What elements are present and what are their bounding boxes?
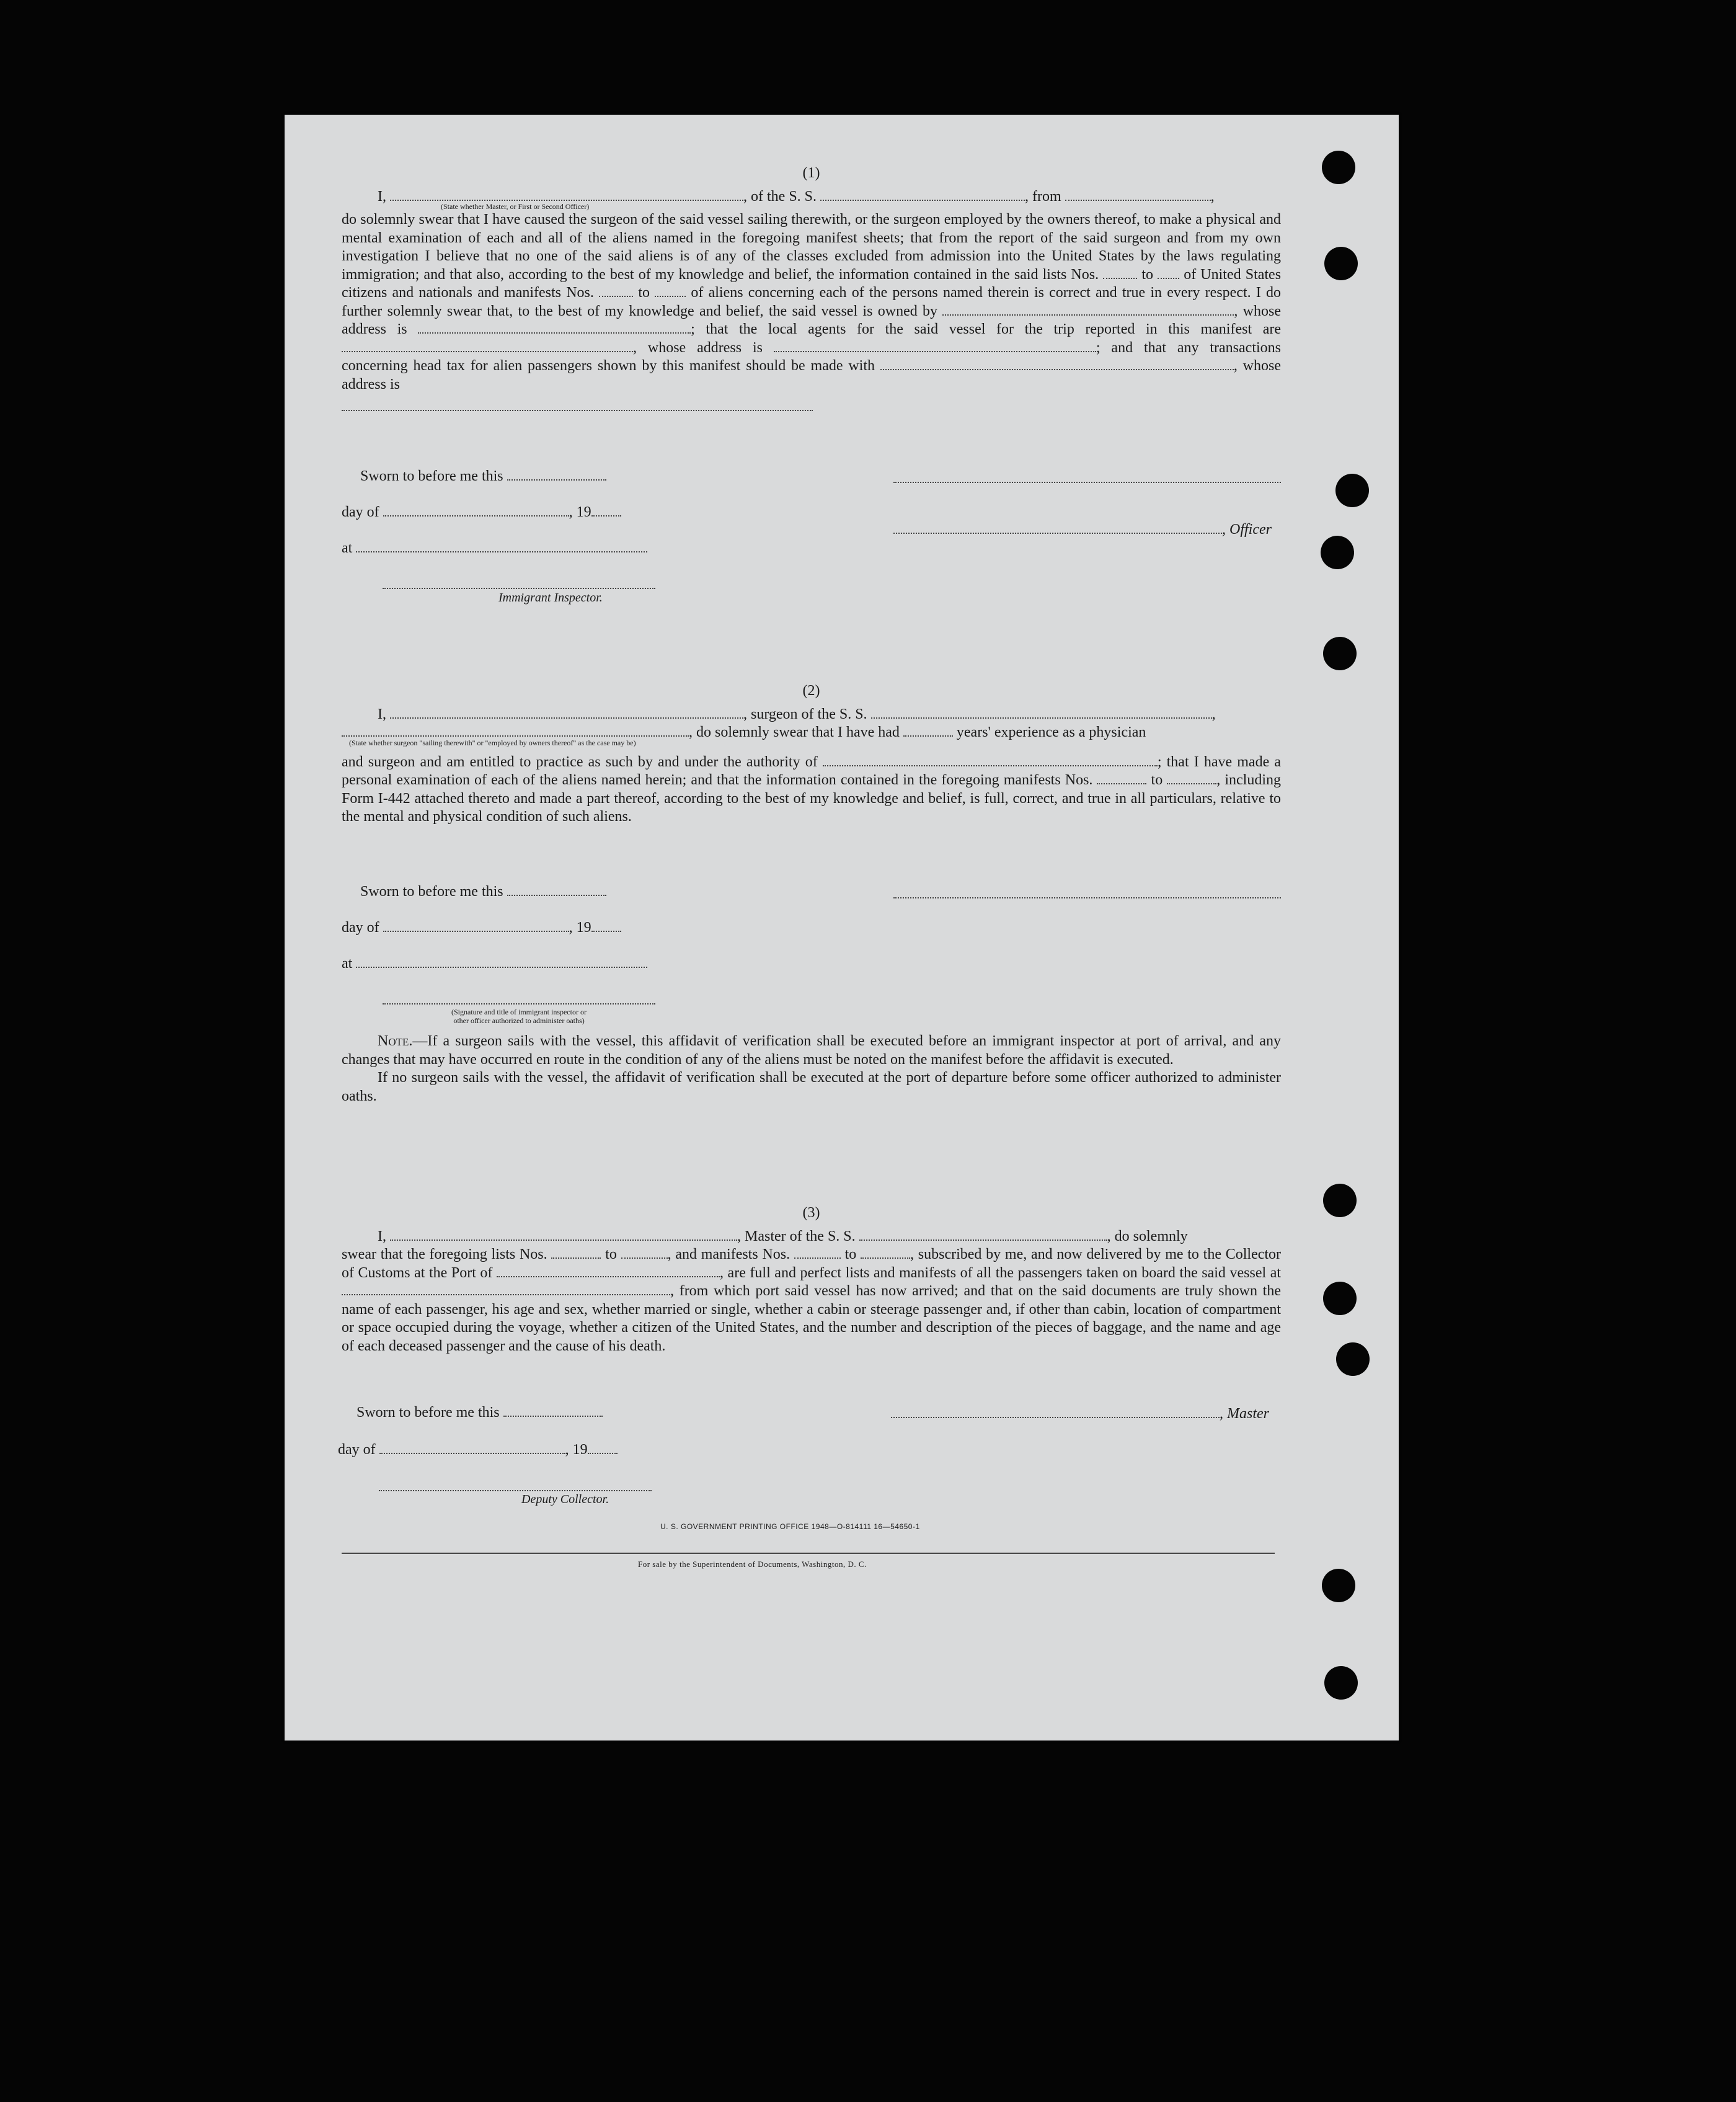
surgeon-signature-line[interactable] [893, 897, 1281, 898]
at-label: at [342, 540, 353, 556]
agents-address-field[interactable] [774, 340, 1096, 352]
at-label: at [342, 956, 353, 972]
binder-hole [1321, 536, 1354, 569]
section-3-oath-line [342, 1228, 1281, 1246]
manifest-page [285, 115, 1399, 1741]
embarkation-port-field[interactable] [342, 1283, 670, 1295]
owner-field[interactable] [942, 303, 1234, 316]
day-of-label: day of [342, 920, 379, 936]
vessel-name-field[interactable] [859, 1228, 1107, 1241]
day-of-1 [342, 504, 621, 521]
head-tax-address-field[interactable] [342, 399, 813, 411]
body-d: , whose address is [342, 303, 1281, 337]
do-solemnly-label: , do solemnly [1107, 1228, 1188, 1244]
year-label: , 19 [569, 504, 591, 520]
section-3-number: (3) [802, 1205, 820, 1221]
body-g: ; and that any transactions concerning head tax for alien passengers shown by this manifest should be made with [342, 339, 1281, 374]
authority-field[interactable] [823, 754, 1158, 766]
lists-to-field[interactable] [1158, 267, 1179, 279]
section-2-body [342, 753, 1281, 827]
comma: , [1210, 188, 1215, 205]
manifests-to-field[interactable] [861, 1246, 910, 1259]
body-f: , whose address is [633, 339, 763, 356]
to-label: to [1141, 266, 1153, 283]
manifests-from-field[interactable] [1097, 772, 1146, 784]
year-field[interactable] [591, 504, 621, 517]
vessel-name-field[interactable] [871, 706, 1212, 719]
sworn-label: Sworn to before me this [360, 884, 503, 900]
years-field[interactable] [903, 724, 953, 737]
day-of-label: day of [338, 1442, 376, 1458]
officer-name-field[interactable] [390, 188, 743, 201]
to-label: to [844, 1246, 857, 1262]
manifests-from-field[interactable] [794, 1246, 841, 1259]
immigrant-inspector-label: Immigrant Inspector. [498, 591, 603, 605]
swear-label: , do solemnly swear that I have had [689, 724, 900, 740]
binder-hole [1335, 474, 1369, 507]
body-h: , whose address is [342, 358, 1282, 392]
body-b: , and manifests Nos. [667, 1246, 790, 1262]
comma: , [1211, 706, 1216, 722]
signature-caption-line-1: (Signature and title of immigrant inspector or [451, 1008, 587, 1016]
section-2-number: (2) [802, 683, 820, 699]
note [342, 1032, 1281, 1106]
footer-rule [342, 1553, 1275, 1554]
body-d: , are full and perfect lists and manifests of all the passengers taken on board the said vessel at [720, 1264, 1282, 1281]
sworn-date-field[interactable] [503, 1404, 603, 1417]
sworn-date-field[interactable] [507, 884, 606, 896]
note-label: Note. [378, 1033, 413, 1049]
master-label: , Master [1220, 1406, 1269, 1422]
binder-hole [1322, 151, 1355, 184]
at-2 [342, 956, 647, 972]
officer-label-row [893, 521, 1272, 538]
at-field[interactable] [356, 956, 647, 968]
surgeon-name-field[interactable] [390, 706, 743, 719]
oath-i: I, [378, 706, 386, 722]
master-of-label: , Master of the S. S. [737, 1228, 856, 1244]
at-field[interactable] [356, 540, 647, 552]
deputy-collector-label: Deputy Collector. [521, 1492, 609, 1506]
note-paragraph-2: If no surgeon sails with the vessel, the affidavit of verification shall be executed at the port of departure before some officer authorized to administer oaths. [342, 1070, 1281, 1104]
officer-signature-line[interactable] [893, 482, 1281, 483]
body-e: , from which port said vessel has now arrived; and that on the said documents are truly shown the name of each passenger, his age and sex, whether married or single, whether a cabin or steerage passenger and, if other than cabin, location of compartment or space occupied during the voyage, whether a citizen of the United States, and the number and description of the pieces of baggage, and the name and age of each deceased passenger and the cause of his death. [342, 1283, 1281, 1354]
officer-label: , Officer [1222, 521, 1272, 538]
signature-caption [389, 1008, 649, 1025]
note-text-1: —If a surgeon sails with the vessel, this affidavit of verification shall be executed before an immigrant inspector at port of arrival, and any changes that may have occurred en route in the condition of any of the aliens must be noted on the manifest before the affidavit is executed. [342, 1033, 1281, 1068]
binder-hole [1323, 1184, 1357, 1217]
binder-hole [1324, 247, 1358, 280]
officer-title-field[interactable] [893, 521, 1222, 534]
head-tax-agent-field[interactable] [880, 358, 1234, 370]
manifests-from-field[interactable] [599, 285, 633, 297]
body-c: of aliens concerning each of the persons named therein is correct and true in every respect. I do further solemnly swear that, to the best of my knowledge and belief, the said vessel is owned by [342, 285, 1282, 319]
to-label: to [638, 285, 650, 301]
inspector-signature-line[interactable] [383, 588, 655, 589]
sworn-3 [356, 1404, 603, 1421]
lists-to-field[interactable] [621, 1246, 668, 1259]
sworn-2 [360, 884, 606, 900]
oath-i: I, [378, 188, 386, 205]
year-label: , 19 [565, 1442, 588, 1458]
section-1-number: (1) [802, 165, 820, 181]
day-of-field[interactable] [383, 504, 569, 517]
sworn-1 [360, 468, 606, 485]
surgeon-status-field[interactable] [342, 724, 689, 737]
lists-from-field[interactable] [551, 1246, 601, 1259]
section-3-body [342, 1246, 1281, 1355]
section-1 [342, 164, 1281, 411]
sworn-label: Sworn to before me this [356, 1404, 500, 1421]
lists-from-field[interactable] [1103, 267, 1137, 279]
section-1-body [342, 211, 1281, 394]
body-c: , subscribed by me, and now delivered by me to the Collector of Customs at the Port of [342, 1246, 1282, 1281]
body-c: , including Form I-442 attached thereto and made a part thereof, according to the best of my knowledge and belief, is full, correct, and true in all particulars, relative to the mental and physical condition of such aliens. [342, 772, 1281, 825]
port-from-field[interactable] [1065, 188, 1211, 201]
inspector-signature-line[interactable] [383, 1003, 655, 1004]
day-of-field[interactable] [379, 1442, 565, 1454]
to-label: to [1151, 772, 1163, 788]
sworn-date-field[interactable] [507, 468, 606, 481]
sworn-label: Sworn to before me this [360, 468, 503, 484]
year-field[interactable] [591, 920, 621, 932]
binder-hole [1323, 637, 1357, 670]
surgeon-caption: (State whether surgeon "sailing therewith" or "employed by owners thereof" as the case may be) [349, 738, 636, 747]
day-of-2 [342, 920, 621, 936]
day-of-field[interactable] [383, 920, 569, 932]
of-ss-label: , of the S. S. [743, 188, 817, 205]
oath-i: I, [378, 1228, 386, 1244]
owner-address-field[interactable] [418, 321, 691, 334]
binder-hole [1336, 1342, 1370, 1376]
manifests-to-field[interactable] [1167, 772, 1216, 784]
to-label: to [605, 1246, 617, 1262]
experience-label: years' experience as a physician [956, 724, 1146, 740]
from-label: , from [1025, 188, 1061, 205]
master-label-row [891, 1406, 1269, 1422]
binder-hole [1323, 1282, 1357, 1315]
master-name-field[interactable] [390, 1228, 737, 1241]
body-a: and surgeon and am entitled to practice as such by and under the authority of [342, 753, 818, 770]
section-2 [342, 682, 1281, 827]
body-e: ; that the local agents for the said vessel for the trip reported in this manifest are [691, 321, 1282, 337]
binder-hole [1322, 1569, 1355, 1602]
for-sale-note: For sale by the Superintendent of Documents, Washington, D. C. [638, 1559, 867, 1569]
signature-caption-line-2: other officer authorized to administer oaths) [453, 1016, 585, 1025]
body-a: do solemnly swear that I have caused the surgeon of the said vessel sailing therewith, or the surgeon employed by the owners thereof, to make a physical and mental examination of each and all of the aliens named in the foregoing manifest sheets; that from the report of the said surgeon and from my own investigation I believe that no one of the said aliens is of any of the classes excluded from admission into the United States by the laws regulating immigration; and that also, according to the best of my knowledge and belief, the information contained in the said lists Nos. [342, 211, 1281, 283]
at-1 [342, 540, 647, 557]
local-agents-field[interactable] [342, 340, 633, 352]
year-field[interactable] [588, 1442, 618, 1454]
gpo-imprint: U. S. GOVERNMENT PRINTING OFFICE 1948—O-814111 16—54650-1 [660, 1522, 920, 1531]
section-3 [342, 1204, 1281, 1355]
master-signature-field[interactable] [891, 1406, 1220, 1418]
year-label: , 19 [569, 920, 591, 936]
note-paragraph-1 [342, 1032, 1281, 1069]
manifests-to-field[interactable] [655, 285, 686, 297]
vessel-name-field[interactable] [820, 188, 1025, 201]
section-2-oath-line [342, 706, 1281, 724]
binder-hole [1324, 1666, 1358, 1700]
day-of-label: day of [342, 504, 379, 520]
collector-signature-line[interactable] [379, 1490, 652, 1491]
body-b: of United States citizens and nationals and manifests Nos. [342, 266, 1282, 301]
surgeon-of-label: , surgeon of the S. S. [743, 706, 867, 722]
port-field[interactable] [497, 1265, 720, 1277]
day-of-3 [338, 1442, 618, 1458]
officer-caption: (State whether Master, or First or Second Officer) [441, 202, 590, 211]
body-a: swear that the foregoing lists Nos. [342, 1246, 547, 1262]
body-b: ; that I have made a personal examination of each of the aliens named herein; and that the information contained in the foregoing manifests Nos. [342, 753, 1282, 788]
